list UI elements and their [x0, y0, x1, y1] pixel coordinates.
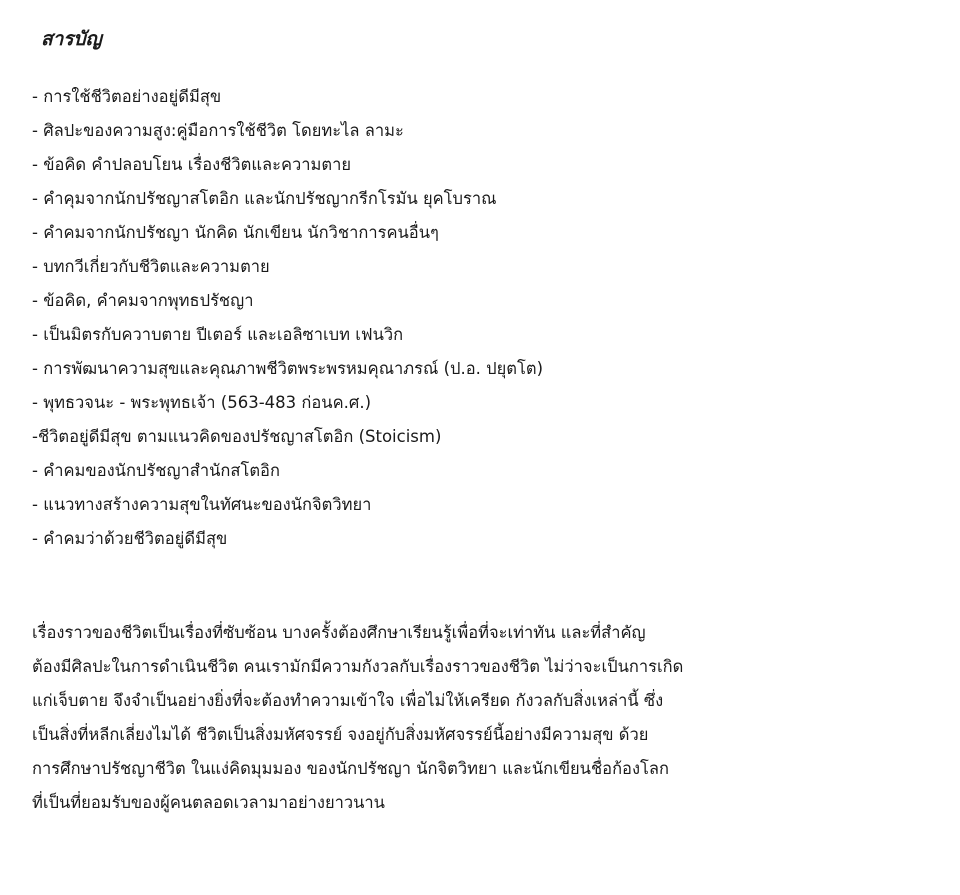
toc-item: - ศิลปะของความสูง:คู่มือการใช้ชีวิต โดยทะไล ลามะ	[32, 121, 404, 140]
intro-paragraph	[32, 616, 932, 820]
intro-line: เป็นสิ่งที่หลีกเลี่ยงไมได้ ชีวิตเป็นสิ่งมหัศจรรย์ จงอยู่กับสิ่งมหัศจรรย์นี้อย่างมีความสุข ด้วย	[32, 725, 649, 744]
intro-line: ต้องมีศิลปะในการดำเนินชีวิต คนเรามักมีความกังวลกับเรื่องราวของชีวิต ไม่ว่าจะเป็นการเกิด	[32, 657, 684, 676]
toc-item: - คำคมว่าด้วยชีวิตอยู่ดีมีสุข	[32, 529, 228, 548]
toc-item: - ข้อคิด คำปลอบโยน เรื่องชีวิตและความตาย	[32, 155, 352, 174]
intro-line: เรื่องราวของชีวิตเป็นเรื่องที่ซับซ้อน บางครั้งต้องศึกษาเรียนรู้เพื่อที่จะเท่าทัน และที่สำคัญ	[32, 623, 646, 642]
toc-item: - บทกวีเกี่ยวกับชีวิตและความตาย	[32, 257, 270, 276]
page-title: สารบัญ	[41, 28, 102, 50]
toc-item: - ข้อคิด, คำคมจากพุทธปรัชญา	[32, 291, 254, 310]
intro-line: แก่เจ็บตาย จึงจำเป็นอย่างยิ่งที่จะต้องทำความเข้าใจ เพื่อไม่ให้เครียด กังวลกับสิ่งเหล่านี้ ซึ่ง	[32, 691, 664, 710]
toc-item: -ชีวิตอยู่ดีมีสุข ตามแนวคิดของปรัชญาสโตอิก (Stoicism)	[32, 427, 442, 446]
toc-item: - พุทธวจนะ - พระพุทธเจ้า (563-483 ก่อนค.ศ.)	[32, 393, 372, 412]
toc-item: - คำคมจากนักปรัชญา นักคิด นักเขียน นักวิชาการคนอื่นๆ	[32, 223, 439, 242]
toc-item: - คำคมของนักปรัชญาสำนักสโตอิก	[32, 461, 280, 480]
intro-line: การศึกษาปรัชญาชีวิต ในแง่คิดมุมมอง ของนักปรัชญา นักจิตวิทยา และนักเขียนชื่อก้องโลก	[32, 759, 669, 778]
toc-item: - แนวทางสร้างความสุขในทัศนะของนักจิตวิทยา	[32, 495, 372, 514]
table-of-contents	[32, 80, 543, 556]
toc-item: - การพัฒนาความสุขและคุณภาพชีวิตพระพรหมคุณาภรณ์ (ป.อ. ปยุตโต)	[32, 359, 544, 378]
toc-item: - คำคุมจากนักปรัชญาสโตอิก และนักปรัชญากรีกโรมัน ยุคโบราณ	[32, 189, 497, 208]
toc-item: - การใช้ชีวิตอย่างอยู่ดีมีสุข	[32, 87, 222, 106]
intro-line: ที่เป็นที่ยอมรับของผู้คนตลอดเวลามาอย่างยาวนาน	[32, 793, 385, 812]
toc-item: - เป็นมิตรกับควาบตาย ปีเตอร์ และเอลิซาเบท เฟนวิก	[32, 325, 404, 344]
